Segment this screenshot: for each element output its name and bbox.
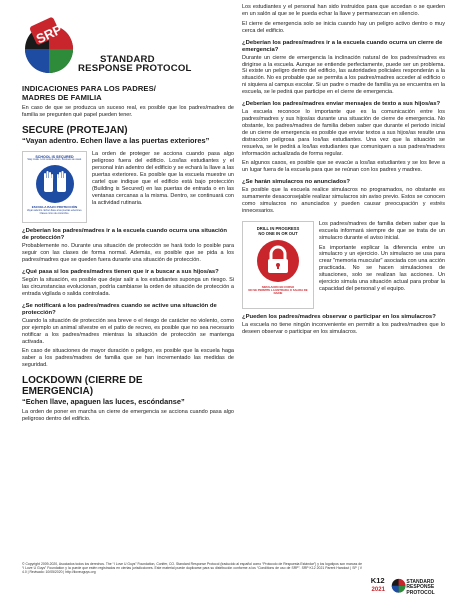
school-secured-sign xyxy=(22,151,87,223)
sign-spanish-subtitle: Vayan adentro. Echen llave a las puertas exteriores. Clases como de costumbre. xyxy=(26,209,83,215)
secure-question-2: ¿Qué pasa si los padres/madres tienen que ir a buscar a sus hijos/as? xyxy=(22,269,219,276)
drill-body-wrap xyxy=(319,221,445,309)
drill-figure-row xyxy=(242,221,445,309)
secure-answer-2: Según la situación, es posible que dejar salir a los estudiantes suponga un riesgo. Si las circunstancias evolucionan, podría cambiarse la orden de situación de protección a entrada vigilada o salida controlada. xyxy=(22,277,234,297)
lockdown-heading: LOCKDOWN (CIERRE DE EMERGENCIA) xyxy=(22,375,143,398)
lockdown-answer-2a: La escuela reconoce lo importante que es la comunicación entre los padres/madres y sus hijos/as durante una situación de cierre de emergencia. No obstante, los padres/madres de familia deben saber que durante el periodo inicial de un cierre de emergencia es posible que enviar textos a sus hijos/as resulte una distracción peligrosa para los/las estudiantes. Una vez que la situación se resuelva, se le pedirá a los/las estudiantes que comuniquen a sus padres/madres información actualizada de forma regular. xyxy=(242,109,445,157)
drill-in-progress-sign xyxy=(242,221,314,309)
drill-question-4: ¿Pueden los padres/madres observar o participar en los simulacros? xyxy=(242,313,436,320)
document-title: INDICACIONES PARA LOS PADRES/ MADRES DE FAMILIA xyxy=(22,84,156,102)
intro-paragraph: En caso de que se produzca un suceso real, es posible que los padres/madres de familia se pregunten qué papel pueden tener. xyxy=(22,105,234,118)
lockdown-question-2: ¿Deberían los padres/madres enviar mensajes de texto a sus hijos/as? xyxy=(242,101,441,108)
secure-answer-1: Probablemente no. Durante una situación de protección se hará todo lo posible para seguir con las clases de forma normal. Además, es posible que se pida a los padres/madres que se queden fuera durante una situación de protección. xyxy=(22,243,234,264)
footer-logos xyxy=(370,550,450,596)
secure-heading: SECURE (PROTEJAN) xyxy=(22,124,128,136)
lockdown-answer-1: Durante un cierre de emergencia la inclinación natural de los padres/madres es dirigirse a la escuela. Aunque se entiende perfectamente, puede ser un problema. Si existe un peligro dentro del edificio, las autoridades policiales responderán a la situación. No es probable que se permita a los padres/madres acceder al edificio o ni siquiera al campus escolar. Si un padre o madre de familia ya se encuentra en la escuela, se le pedirá que participe en el cierre de emergencia. xyxy=(242,54,445,96)
secure-body-wrap xyxy=(92,151,234,223)
svg-text:2021: 2021 xyxy=(371,586,386,593)
brand-line2: RESPONSE PROTOCOL xyxy=(78,63,192,75)
drill-answer-b: Los padres/madres de familia deben saber que la escuela informará siempre de que se trata de un simulacro durante el aviso inicial. xyxy=(319,220,445,241)
sign-subtitle: Stay inside. Lock outside doors. Business as usual. xyxy=(27,158,82,162)
lock-icon xyxy=(257,240,299,282)
secure-answer-3b: En caso de situaciones de mayor duración o peligro, es posible que la escuela haga saber a los padres/madres de familia que se han incrementado las medidas de seguridad. xyxy=(22,348,234,369)
lockdown-question-3: ¿Se harán simulacros no anunciados? xyxy=(242,179,351,186)
sign-spanish-title: ESCUELA BAJO PROTECCIÓN xyxy=(31,205,78,210)
svg-text:K12: K12 xyxy=(370,576,385,586)
lockdown-paragraph-1: El cierre de emergencia solo se inicia cuando hay un peligro activo dentro o muy cerca del edificio. xyxy=(242,20,445,34)
k12-badge-icon xyxy=(370,572,388,596)
drill-sign-title: DRILL IN PROGRESS NO ONE IN OR OUT xyxy=(256,225,300,236)
secure-quote: “Vayan adentro. Echen llave a las puertas exteriores” xyxy=(22,135,210,145)
lockdown-paragraph-0: Los estudiantes y el personal han sido instruidos para que accedan o se queden en un salón al que se le pueda echar la llave y permanezcan en silencio. xyxy=(242,4,445,17)
brand-header xyxy=(22,12,234,76)
secure-body: La orden de proteger se acciona cuando pasa algo peligroso fuera del edificio. Los/las estudiantes y el personal irán adentro del edificio y se echará la llave a las puertas exteriores. Es posible que la escuela muestre un cartel que indique que el edificio está bajo protección (Building is Secured) en las puertas de entrada o en las ventanas cercanas a la misma. Dentro, se continuará con la actividad rutinaria. xyxy=(92,151,234,206)
left-column xyxy=(22,12,234,423)
secure-question-1: ¿Deberían los padres/madres ir a la escuela cuando ocurra una situación de protección? xyxy=(22,228,227,242)
drill-sign-spanish: SIMULACRO EN CURSO NO SE PERMITE LA ENTRADA O SALIDA DE NADIE xyxy=(248,284,308,296)
footer-brand xyxy=(391,574,450,596)
hands-icon xyxy=(36,165,74,203)
srp-mini-logo-icon xyxy=(391,574,406,596)
lockdown-answer-2b: En algunos casos, es posible que se evacúe a los/las estudiantes y se los lleve a un lugar fuera de la escuela para que se reúnan con los padres y madres. xyxy=(242,160,445,174)
lockdown-quote: “Echen llave, apaguen las luces, escóndanse” xyxy=(22,397,185,407)
copyright-footer: © Copyright 2009-2020, Asociados todos los derechos. The “I Love U Guys” Foundation, Conifer, CO. Standard Response Protocol (traducido al español como “Protocolo de Respuesta Estándar”) y los logotipos son marcas de “I Love U Guys” Foundation y la puede que estén registrados en ciertas jurisdicciones. Este material puede duplicarse para su distribución conforme a los “Conditions de uso de SRP”. SRP K12 2021 Parent Handout | SP | V 4.0 | Revisado: 10/05/2020 | http://iloveuguys.org xyxy=(22,562,362,575)
drill-answer-4: La escuela no tiene ningún inconveniente en permitir a los padres/madres que lo deseen observar o participar en los simulacros. xyxy=(242,321,445,335)
svg-text:SRP: SRP xyxy=(33,21,65,47)
brand-line1: STANDARD xyxy=(100,53,155,65)
secure-answer-3a: Cuando la situación de protección sea breve o el riesgo de carácter no violento, como por ejemplo un animal silvestre en el patio de recreo, es posible que no sea necesario notificar a los padres/madres mientras la situación de protección se mantenga activada. xyxy=(22,317,234,345)
footer-brand-wordmark: STANDARD RESPONSE PROTOCOL xyxy=(406,578,435,596)
right-column xyxy=(242,4,445,336)
lockdown-question-1: ¿Deberían los padres/madres ir a la escuela cuando ocurra un cierre de emergencia? xyxy=(242,39,443,53)
sign-title: SCHOOL IS SECURED xyxy=(35,155,74,160)
lockdown-body: La orden de poner en marcha un cierre de emergencia se acciona cuando pasa algo peligroso dentro del edificio. xyxy=(22,408,234,422)
secure-question-3: ¿Se notificará a los padres/madres cuando se active una situación de protección? xyxy=(22,302,217,316)
lockdown-answer-3: Es posible que la escuela realice simulacros no programados, no obstante es sumamente desaconsejable realizar simulacros sin aviso previo. Estos se conocen como simulacros no anunciados y pueden causar preocupación y estrés innecesarios. xyxy=(242,187,445,214)
secure-figure-row xyxy=(22,151,234,223)
drill-answer-c: Es importante explicar la diferencia entre un simulacro y un ejercicio. Un simulacro se usa para crear "memoria muscular" asociada con una acción practicada. No se hacen simulaciones de situaciones, solo se realizan las acciones. Un ejercicio simula una situación actual para probar la capacidad del personal y el equipo. xyxy=(319,244,445,292)
brand-wordmark xyxy=(78,55,192,76)
srp-logo-icon xyxy=(22,16,74,76)
